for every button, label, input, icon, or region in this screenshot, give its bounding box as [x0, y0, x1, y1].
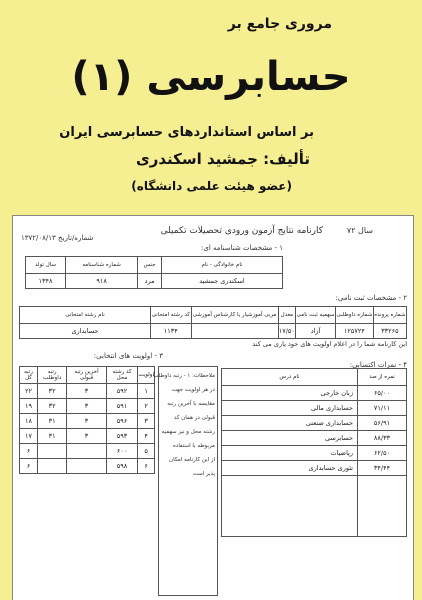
pref-cell: ۳: [67, 414, 106, 429]
pref-cell: ۱۷: [20, 429, 38, 444]
reg-header: مربی آموزشیار یا کارشناس آموزشی: [191, 307, 278, 324]
pref-cell: ۵: [138, 444, 155, 459]
notes-line: قبولی در همان کد: [173, 415, 215, 421]
reg-value: آزاد: [296, 324, 336, 339]
pref-cell: ۶۰۰: [106, 444, 138, 459]
exam-report-card: [12, 215, 414, 600]
notes-line: از این کارنامه امکان: [169, 457, 215, 463]
course-name: زبان خارجی: [222, 386, 358, 401]
pref-cell: ۳: [67, 399, 106, 414]
reg-header: معدل: [278, 307, 296, 324]
section-2-label: ۲ - مشخصات ثبت نامی:: [335, 294, 407, 302]
section-3-label: ۳ - اولویت های انتخابی:: [93, 352, 163, 360]
pref-cell: ۶: [20, 444, 38, 459]
course-name: حسابداری مالی: [222, 401, 358, 416]
pref-header: رتبه داوطلب: [38, 367, 67, 384]
pref-cell: ۳۲: [38, 399, 67, 414]
pref-cell: ۴: [138, 429, 155, 444]
pref-cell: [38, 459, 67, 474]
score-header: نمره از صد: [358, 369, 407, 386]
book-subtitle: بر اساس استانداردهای حسابرسی ایران: [59, 125, 314, 140]
notes-box: [153, 366, 218, 596]
pref-cell: ۳: [67, 429, 106, 444]
author-affiliation: (عضو هیئت علمی دانشگاه): [131, 179, 292, 193]
pref-cell: [67, 444, 106, 459]
reg-header: کد رشته امتحانی: [151, 307, 192, 324]
table-row: [222, 386, 407, 401]
pref-cell: ۵۹۲: [106, 384, 138, 399]
pref-cell: ۳: [138, 414, 155, 429]
course-score: ۶۲/۵۰: [358, 446, 407, 461]
pref-header: اولویت: [138, 367, 155, 384]
scores-table: [221, 368, 407, 537]
course-name: حسابداری صنعتی: [222, 416, 358, 431]
reg-value: [191, 324, 278, 339]
table-row: [222, 416, 407, 431]
personal-info-table: [25, 256, 283, 289]
course-name: تئوری حسابداری: [222, 461, 358, 476]
pref-cell: ۵۹۸: [106, 459, 138, 474]
registration-table: [19, 306, 407, 339]
pref-cell: [67, 459, 106, 474]
pref-cell: ۳۱: [38, 414, 67, 429]
course-score: ۳۴/۴۴: [358, 461, 407, 476]
reg-header: نام رشته امتحانی: [20, 307, 151, 324]
card-note: این کارنامه شما را در اعلام اولویت های خود یاری می کند: [252, 340, 407, 348]
table-row: [20, 384, 155, 399]
book-title: حسابرسی (۱): [71, 54, 351, 100]
course-score: ۵۶/۹۱: [358, 416, 407, 431]
section-1-label: ۱ - مشخصات شناسنامه ای:: [200, 244, 283, 252]
preferences-table: [19, 366, 155, 474]
pref-cell: ۳۱: [38, 429, 67, 444]
course-score: ۶۵/۰۰: [358, 386, 407, 401]
reg-value: ۱۱۳۴: [151, 324, 192, 339]
personal-value: ۱۳۴۸: [26, 274, 66, 289]
pref-cell: ۱: [138, 384, 155, 399]
notes-line: ملاحظات: ۱ - رتبه داوطلب: [153, 373, 215, 379]
personal-header: شماره شناسنامه: [66, 257, 138, 274]
card-year: سال ۷۲: [346, 226, 373, 235]
pref-cell: ۳: [67, 384, 106, 399]
pref-cell: ۶: [138, 459, 155, 474]
reg-value: ۱۷/۵۰: [278, 324, 296, 339]
table-row: [20, 399, 155, 414]
course-score: ۷۱/۱۱: [358, 401, 407, 416]
reg-value: حسابداری: [20, 324, 151, 339]
reg-value: ۳۳۲۶۵: [373, 324, 406, 339]
pref-cell: ۲: [138, 399, 155, 414]
notes-line: مقایسه با آخرین رتبه: [167, 401, 215, 407]
reg-value: ۱۲۵۷۲۴: [335, 324, 373, 339]
reg-header: شماره پرونده: [373, 307, 406, 324]
table-row: [20, 459, 155, 474]
table-row: [222, 476, 407, 537]
table-row: [222, 431, 407, 446]
pref-cell: ۱۹: [20, 399, 38, 414]
personal-header: نام خانوادگی - نام: [162, 257, 283, 274]
table-row: [20, 414, 155, 429]
pref-cell: ۵۹۶: [106, 414, 138, 429]
author-line: تألیف: جمشید اسکندری: [135, 150, 310, 168]
series-heading: مروری جامع بر: [227, 16, 332, 32]
notes-line: مربوطه با استفاده: [173, 443, 215, 449]
table-row: [222, 461, 407, 476]
course-name: حسابرسی: [222, 431, 358, 446]
notes-line: پذیر است: [192, 471, 215, 477]
personal-value: اسکندری جمشید: [162, 274, 283, 289]
course-score: ۸۸/۳۳: [358, 431, 407, 446]
pref-cell: ۳۲: [38, 384, 67, 399]
pref-header: رتبه کل: [20, 367, 38, 384]
pref-cell: ۵۹۱: [106, 399, 138, 414]
pref-cell: ۵۹۳: [106, 429, 138, 444]
notes-line: رشته محل و نیز سهمیه: [161, 429, 215, 435]
pref-header: کد رشته محل: [106, 367, 138, 384]
pref-cell: [38, 444, 67, 459]
section-4-label: ۴ - نمرات اکتسابی:: [349, 361, 407, 369]
table-row: [20, 429, 155, 444]
card-date: شماره/تاریخ ۱۳۷۲/۰۸/۱۳: [21, 234, 94, 242]
pref-cell: ۶: [20, 459, 38, 474]
personal-header: سال تولد: [26, 257, 66, 274]
personal-value: ۹۱۸: [66, 274, 138, 289]
table-row: [222, 446, 407, 461]
course-header: نام درس: [222, 369, 358, 386]
personal-value: مرد: [138, 274, 162, 289]
table-row: [20, 444, 155, 459]
reg-header: سهمیه ثبت نامی: [296, 307, 336, 324]
pref-cell: ۱۸: [20, 414, 38, 429]
pref-cell: ۲۲: [20, 384, 38, 399]
card-heading: کارنامه نتایج آزمون ورودی تحصیلات تکمیلی: [160, 226, 323, 236]
reg-header: شماره داوطلبی: [335, 307, 373, 324]
table-row: [222, 401, 407, 416]
personal-header: جنس: [138, 257, 162, 274]
notes-line: در هر اولویت جهت: [171, 387, 215, 393]
pref-header: آخرین رتبه قبولی: [67, 367, 106, 384]
course-name: ریاضیات: [222, 446, 358, 461]
